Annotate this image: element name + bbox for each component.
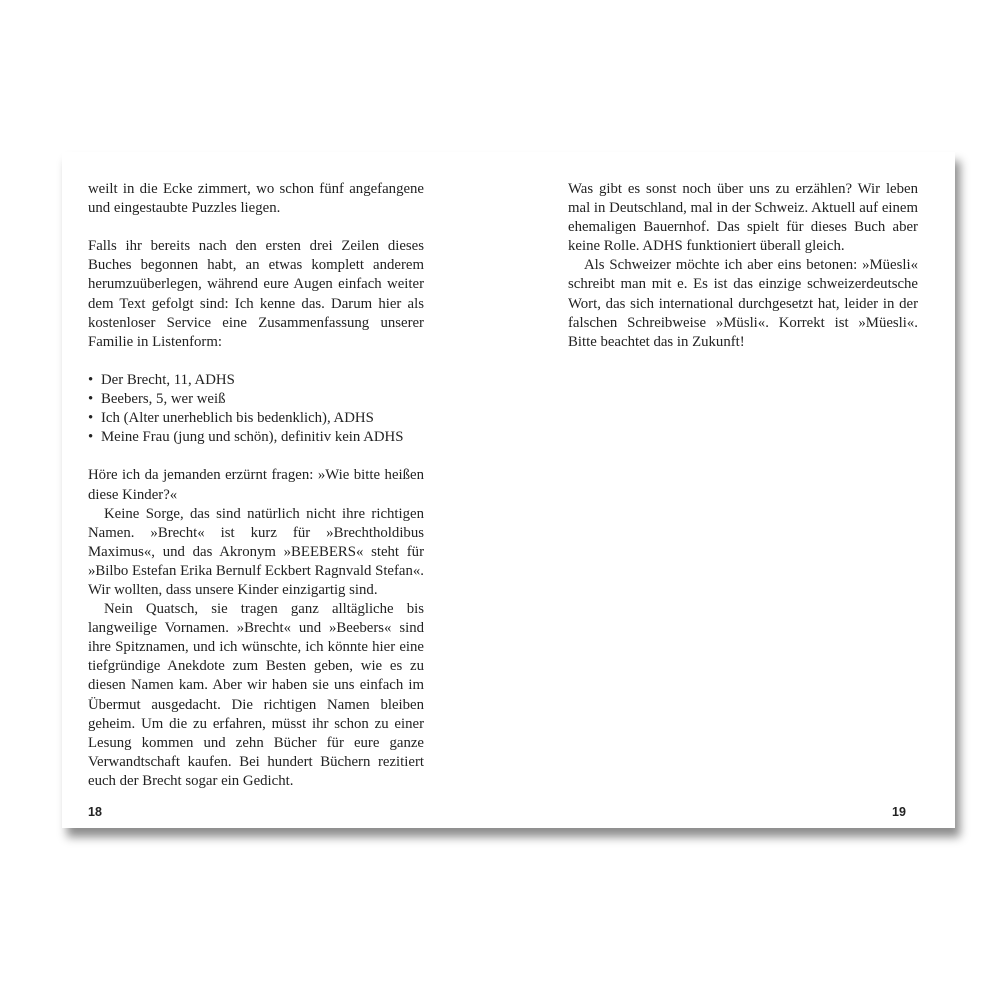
paragraph: Keine Sorge, das sind natürlich nicht ihre richtigen Namen. »Brecht« ist kurz für »Brechtholdibus Maximus«, und das Akronym »BEEBERS« steht für »Bilbo Estefan Erika Bernulf Eckbert Ragnvald Stefan«. Wir wollten, dass unsere Kinder einzigartig sind. <box>88 505 424 598</box>
list-item: • Der Brecht, 11, ADHS <box>88 371 424 390</box>
book-spread <box>62 152 955 828</box>
paragraph: Falls ihr bereits nach den ersten drei Zeilen dieses Buches begonnen habt, an etwas komplett anderem herumzuüberlegen, während eure Augen einfach weiter dem Text gefolgt sind: Ich kenne das. Darum hier als kostenloser Service eine Zusammenfassung unserer Familie in Listenform: <box>88 238 424 350</box>
right-page <box>568 180 918 352</box>
list-item: • Ich (Alter unerheblich bis bedenklich), ADHS <box>88 409 424 428</box>
paragraph: Was gibt es sonst noch über uns zu erzählen? Wir leben mal in Deutschland, mal in der Schweiz. Aktuell auf einem ehemaligen Bauernhof. Das spielt für dieses Buch aber keine Rolle. ADHS funktioniert überall gleich. <box>568 181 918 255</box>
paragraph: Als Schweizer möchte ich aber eins betonen: »Müesli« schreibt man mit e. Es ist das einzige schweizerdeutsche Wort, das sich international durchgesetzt hat, leider in der falschen Schreibweise »Müsli«. Korrekt ist »Müesli«. Bitte beachtet das in Zukunft! <box>568 257 918 350</box>
paragraph: Nein Quatsch, sie tragen ganz alltägliche bis langweilige Vornamen. »Brecht« und »Beebers« sind ihre Spitznamen, und ich wünschte, ich könnte hier eine tiefgründige Anekdote zum Besten geben, wie es zu diesen Namen kam. Aber wir haben sie uns einfach im Übermut ausgedacht. Die richtigen Namen bleiben geheim. Um die zu erfahren, müsst ihr schon zu einer Lesung kommen und zehn Bücher für eure ganze Verwandtschaft kaufen. Bei hundert Büchern rezitiert euch der Brecht sogar ein Gedicht. <box>88 601 424 789</box>
family-list <box>88 371 424 447</box>
list-item: • Meine Frau (jung und schön), definitiv kein ADHS <box>88 428 424 447</box>
list-item: • Beebers, 5, wer weiß <box>88 390 424 409</box>
left-page <box>88 180 424 791</box>
paragraph: Höre ich da jemanden erzürnt fragen: »Wie bitte heißen diese Kinder?« <box>88 467 424 503</box>
paragraph: weilt in die Ecke zimmert, wo schon fünf angefangene und eingestaubte Puzzles liegen. <box>88 181 424 217</box>
page-number-left: 18 <box>88 805 102 819</box>
page-number-right: 19 <box>892 805 906 819</box>
